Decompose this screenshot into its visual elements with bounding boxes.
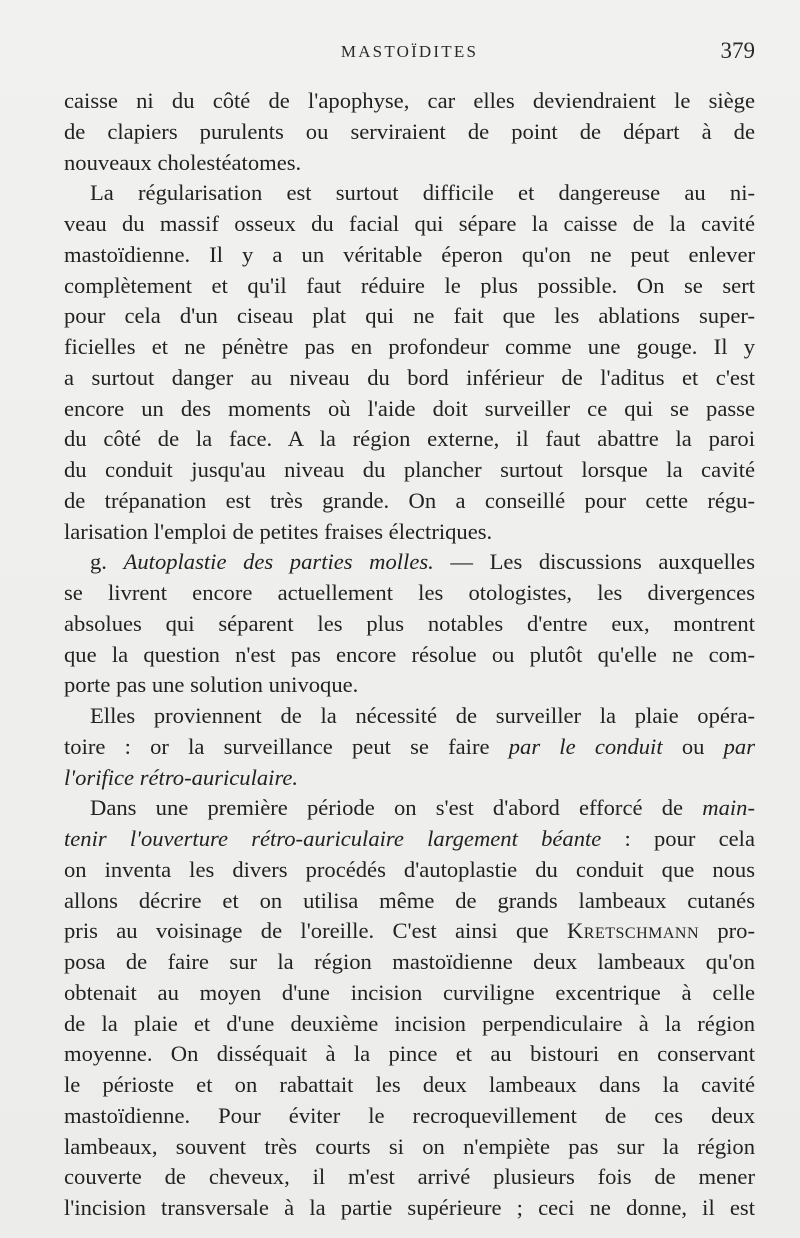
text-line: du conduit jusqu'au niveau du plancher surtout lorsque la cavité (64, 457, 755, 482)
text-segment: pris au voisinage de l'oreille. C'est ainsi que (64, 918, 567, 944)
text-line: ficielles et ne pénètre pas en profondeur comme une gouge. Il y (64, 334, 755, 359)
text-line (64, 763, 755, 794)
text-line: absolues qui séparent les plus notables d'entre eux, montrent (64, 610, 755, 636)
text-line: de clapiers purulents ou serviraient de point de départ à de (64, 118, 755, 144)
text-line: caisse ni du côté de l'apophyse, car elles deviendraient le siège (64, 88, 755, 113)
text-line: a surtout danger au niveau du bord inférieur de l'aditus et c'est (64, 364, 755, 390)
text-line: obtenait au moyen d'une incision curviligne excentrique à celle (64, 979, 755, 1005)
text-line: on inventa les divers procédés d'autoplastie du conduit que nous (64, 856, 755, 882)
italic-text: par (723, 733, 756, 759)
text-line: larisation l'emploi de petites fraises électriques. (64, 518, 493, 544)
text-line (64, 824, 755, 855)
text-segment: Dans une première période on s'est d'abord efforcé de (90, 795, 703, 821)
text-line: lambeaux, souvent très courts si on n'empiète pas sur la région (64, 1133, 755, 1159)
text-segment: — Les discussions auxquelles (433, 549, 756, 575)
body-text (64, 86, 755, 1224)
text-line: couverte de cheveux, il m'est arrivé plusieurs fois de mener (64, 1164, 755, 1190)
italic-text: main- (702, 795, 755, 821)
text-line: pour cela d'un ciseau plat qui ne fait que les ablations super- (64, 303, 755, 329)
text-line: l'incision transversale à la partie supérieure ; ceci ne donne, il est (64, 1195, 755, 1220)
page-number: 379 (720, 38, 755, 63)
italic-text: par le conduit (508, 733, 663, 759)
running-title: MASTOÏDITES (340, 42, 479, 61)
text-line: veau du massif osseux du facial qui sépare la caisse de la cavité (64, 211, 755, 236)
text-line: le périoste et on rabattait les deux lambeaux dans la cavité (64, 1072, 755, 1097)
text-line: La régularisation est surtout difficile et dangereuse au ni- (90, 180, 755, 206)
text-line (64, 793, 755, 824)
page-header (64, 38, 755, 70)
text-line: allons décrire et on utilisa même de grands lambeaux cutanés (64, 887, 755, 913)
author-name: Kretschmann (566, 918, 700, 944)
text-line (64, 916, 755, 947)
text-line: encore un des moments où l'aide doit surveiller ce qui se passe (64, 395, 755, 421)
text-line: mastoïdienne. Il y a un véritable éperon qu'on ne peut enlever (64, 241, 755, 267)
text-segment: pro- (699, 918, 755, 944)
text-line: nouveaux cholestéatomes. (64, 149, 302, 175)
text-line: moyenne. On disséquait à la pince et au bistouri en conservant (64, 1041, 755, 1067)
text-line: se livrent encore actuellement les otologistes, les divergences (64, 580, 755, 605)
text-segment: toire : or la surveillance peut se faire (64, 733, 509, 759)
text-segment: : pour cela (601, 826, 755, 851)
text-line: porte pas une solution univoque. (64, 672, 359, 698)
text-line (64, 547, 755, 578)
italic-text: Autoplastie des parties molles. (123, 549, 434, 575)
text-line: de trépanation est très grande. On a conseillé pour cette régu- (64, 487, 755, 513)
text-line: du côté de la face. A la région externe, il faut abattre la paroi (64, 426, 755, 452)
text-line (64, 732, 755, 763)
text-segment: ou (662, 733, 724, 759)
text-line: de la plaie et d'une deuxième incision perpendiculaire à la région (64, 1010, 755, 1036)
text-line: que la question n'est pas encore résolue ou plutôt qu'elle ne com- (64, 641, 755, 667)
text-line: complètement et qu'il faut réduire le plus possible. On se sert (64, 272, 755, 298)
italic-text: l'orifice rétro-auriculaire. (64, 764, 299, 790)
text-line: Elles proviennent de la nécessité de surveiller la plaie opéra- (90, 703, 755, 728)
text-segment: g. (90, 549, 124, 575)
text-line: mastoïdienne. Pour éviter le recroquevillement de ces deux (64, 1102, 755, 1128)
italic-text: tenir l'ouverture rétro-auriculaire largement béante (64, 826, 602, 851)
text-line: posa de faire sur la région mastoïdienne deux lambeaux qu'on (64, 949, 755, 974)
